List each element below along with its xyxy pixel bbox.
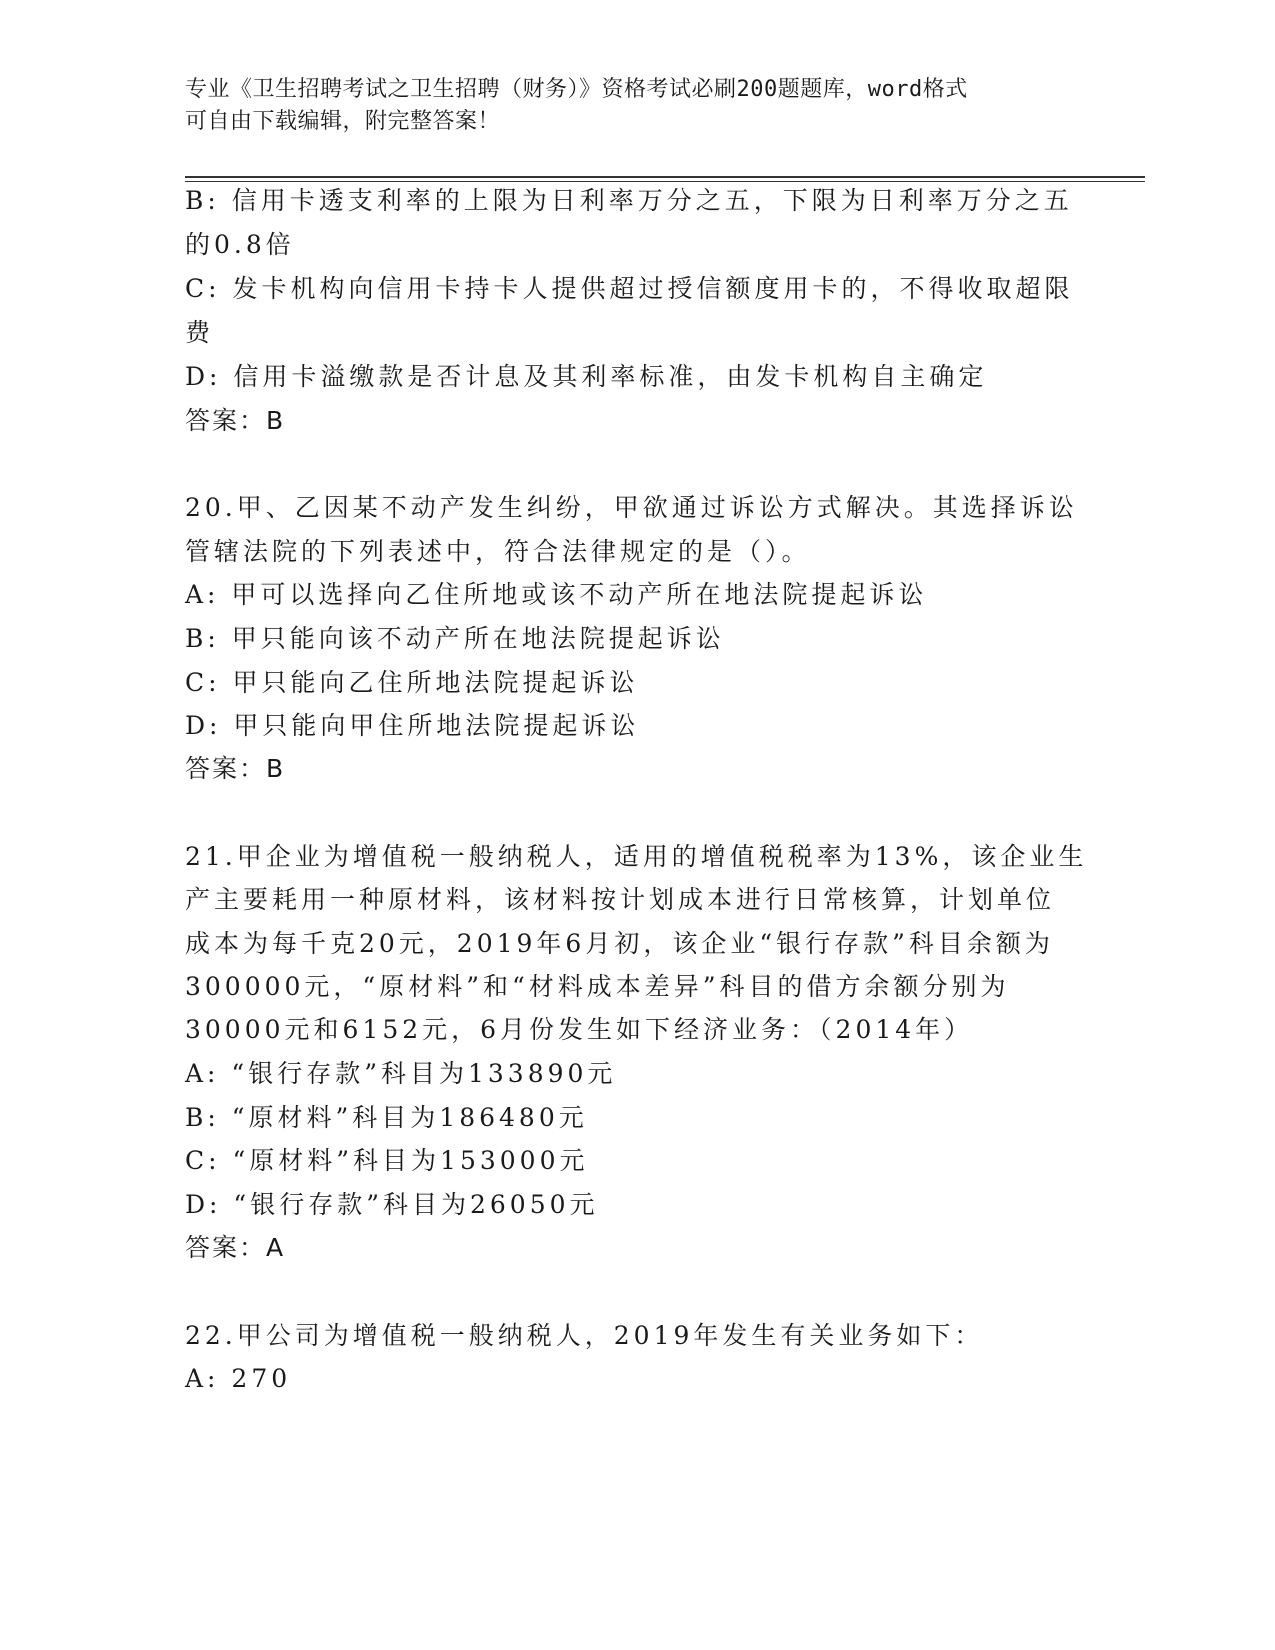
q20-stem-line-1: 20.甲、乙因某不动产发生纠纷，甲欲通过诉讼方式解决。其选择诉讼 [185, 493, 1078, 522]
q19-answer: 答案：B [185, 406, 286, 435]
q21-stem-line-2: 产主要耗用一种原材料，该材料按计划成本进行日常核算，计划单位 [185, 885, 1056, 914]
q21-option-c: C: “原材料”科目为153000元 [185, 1146, 589, 1175]
q20-stem-line-2: 管辖法院的下列表述中，符合法律规定的是（）。 [185, 537, 811, 566]
q21-answer: 答案：A [185, 1233, 286, 1262]
q22-option-a: A: 270 [185, 1364, 292, 1393]
q21-stem-line-3: 成本为每千克20元，2019年6月初，该企业“银行存款”科目余额为 [185, 929, 1054, 958]
q19-option-b-line-2: 的0.8倍 [185, 230, 295, 259]
header-divider-thin [185, 181, 1145, 182]
q20-option-c: C: 甲只能向乙住所地法院提起诉讼 [185, 668, 639, 697]
q20-option-d: D: 甲只能向甲住所地法院提起诉讼 [185, 711, 640, 740]
document-header [185, 74, 1065, 138]
q19-option-b-line-1: B: 信用卡透支利率的上限为日利率万分之五，下限为日利率万分之五 [185, 186, 1073, 215]
q21-option-d: D: “银行存款”科目为26050元 [185, 1190, 599, 1219]
q22-stem-line-1: 22.甲公司为增值税一般纳税人，2019年发生有关业务如下： [185, 1321, 984, 1350]
q21-stem-line-5: 30000元和6152元，6月份发生如下经济业务：（2014年） [185, 1015, 974, 1044]
q19-option-c-line-1: C: 发卡机构向信用卡持卡人提供超过授信额度用卡的，不得收取超限 [185, 274, 1074, 303]
q21-option-b: B: “原材料”科目为186480元 [185, 1103, 588, 1132]
header-title-line-1: 专业《卫生招聘考试之卫生招聘（财务）》资格考试必刷200题题库，word格式 [185, 77, 968, 102]
q19-option-d: D: 信用卡溢缴款是否计息及其利率标准，由发卡机构自主确定 [185, 362, 988, 391]
header-title-line-2: 可自由下载编辑，附完整答案！ [185, 109, 501, 134]
header-divider-thick [185, 176, 1145, 178]
q20-option-b: B: 甲只能向该不动产所在地法院提起诉讼 [185, 624, 725, 653]
q21-option-a: A: “银行存款”科目为133890元 [185, 1059, 617, 1088]
q20-option-a: A: 甲可以选择向乙住所地或该不动产所在地法院提起诉讼 [185, 580, 928, 609]
q21-stem-line-1: 21.甲企业为增值税一般纳税人，适用的增值税税率为13%，该企业生 [185, 842, 1088, 871]
q19-option-c-line-2: 费 [185, 318, 215, 347]
q20-answer: 答案：B [185, 754, 286, 783]
q21-stem-line-4: 300000元，“原材料”和“材料成本差异”科目的借方余额分别为 [185, 972, 1010, 1001]
